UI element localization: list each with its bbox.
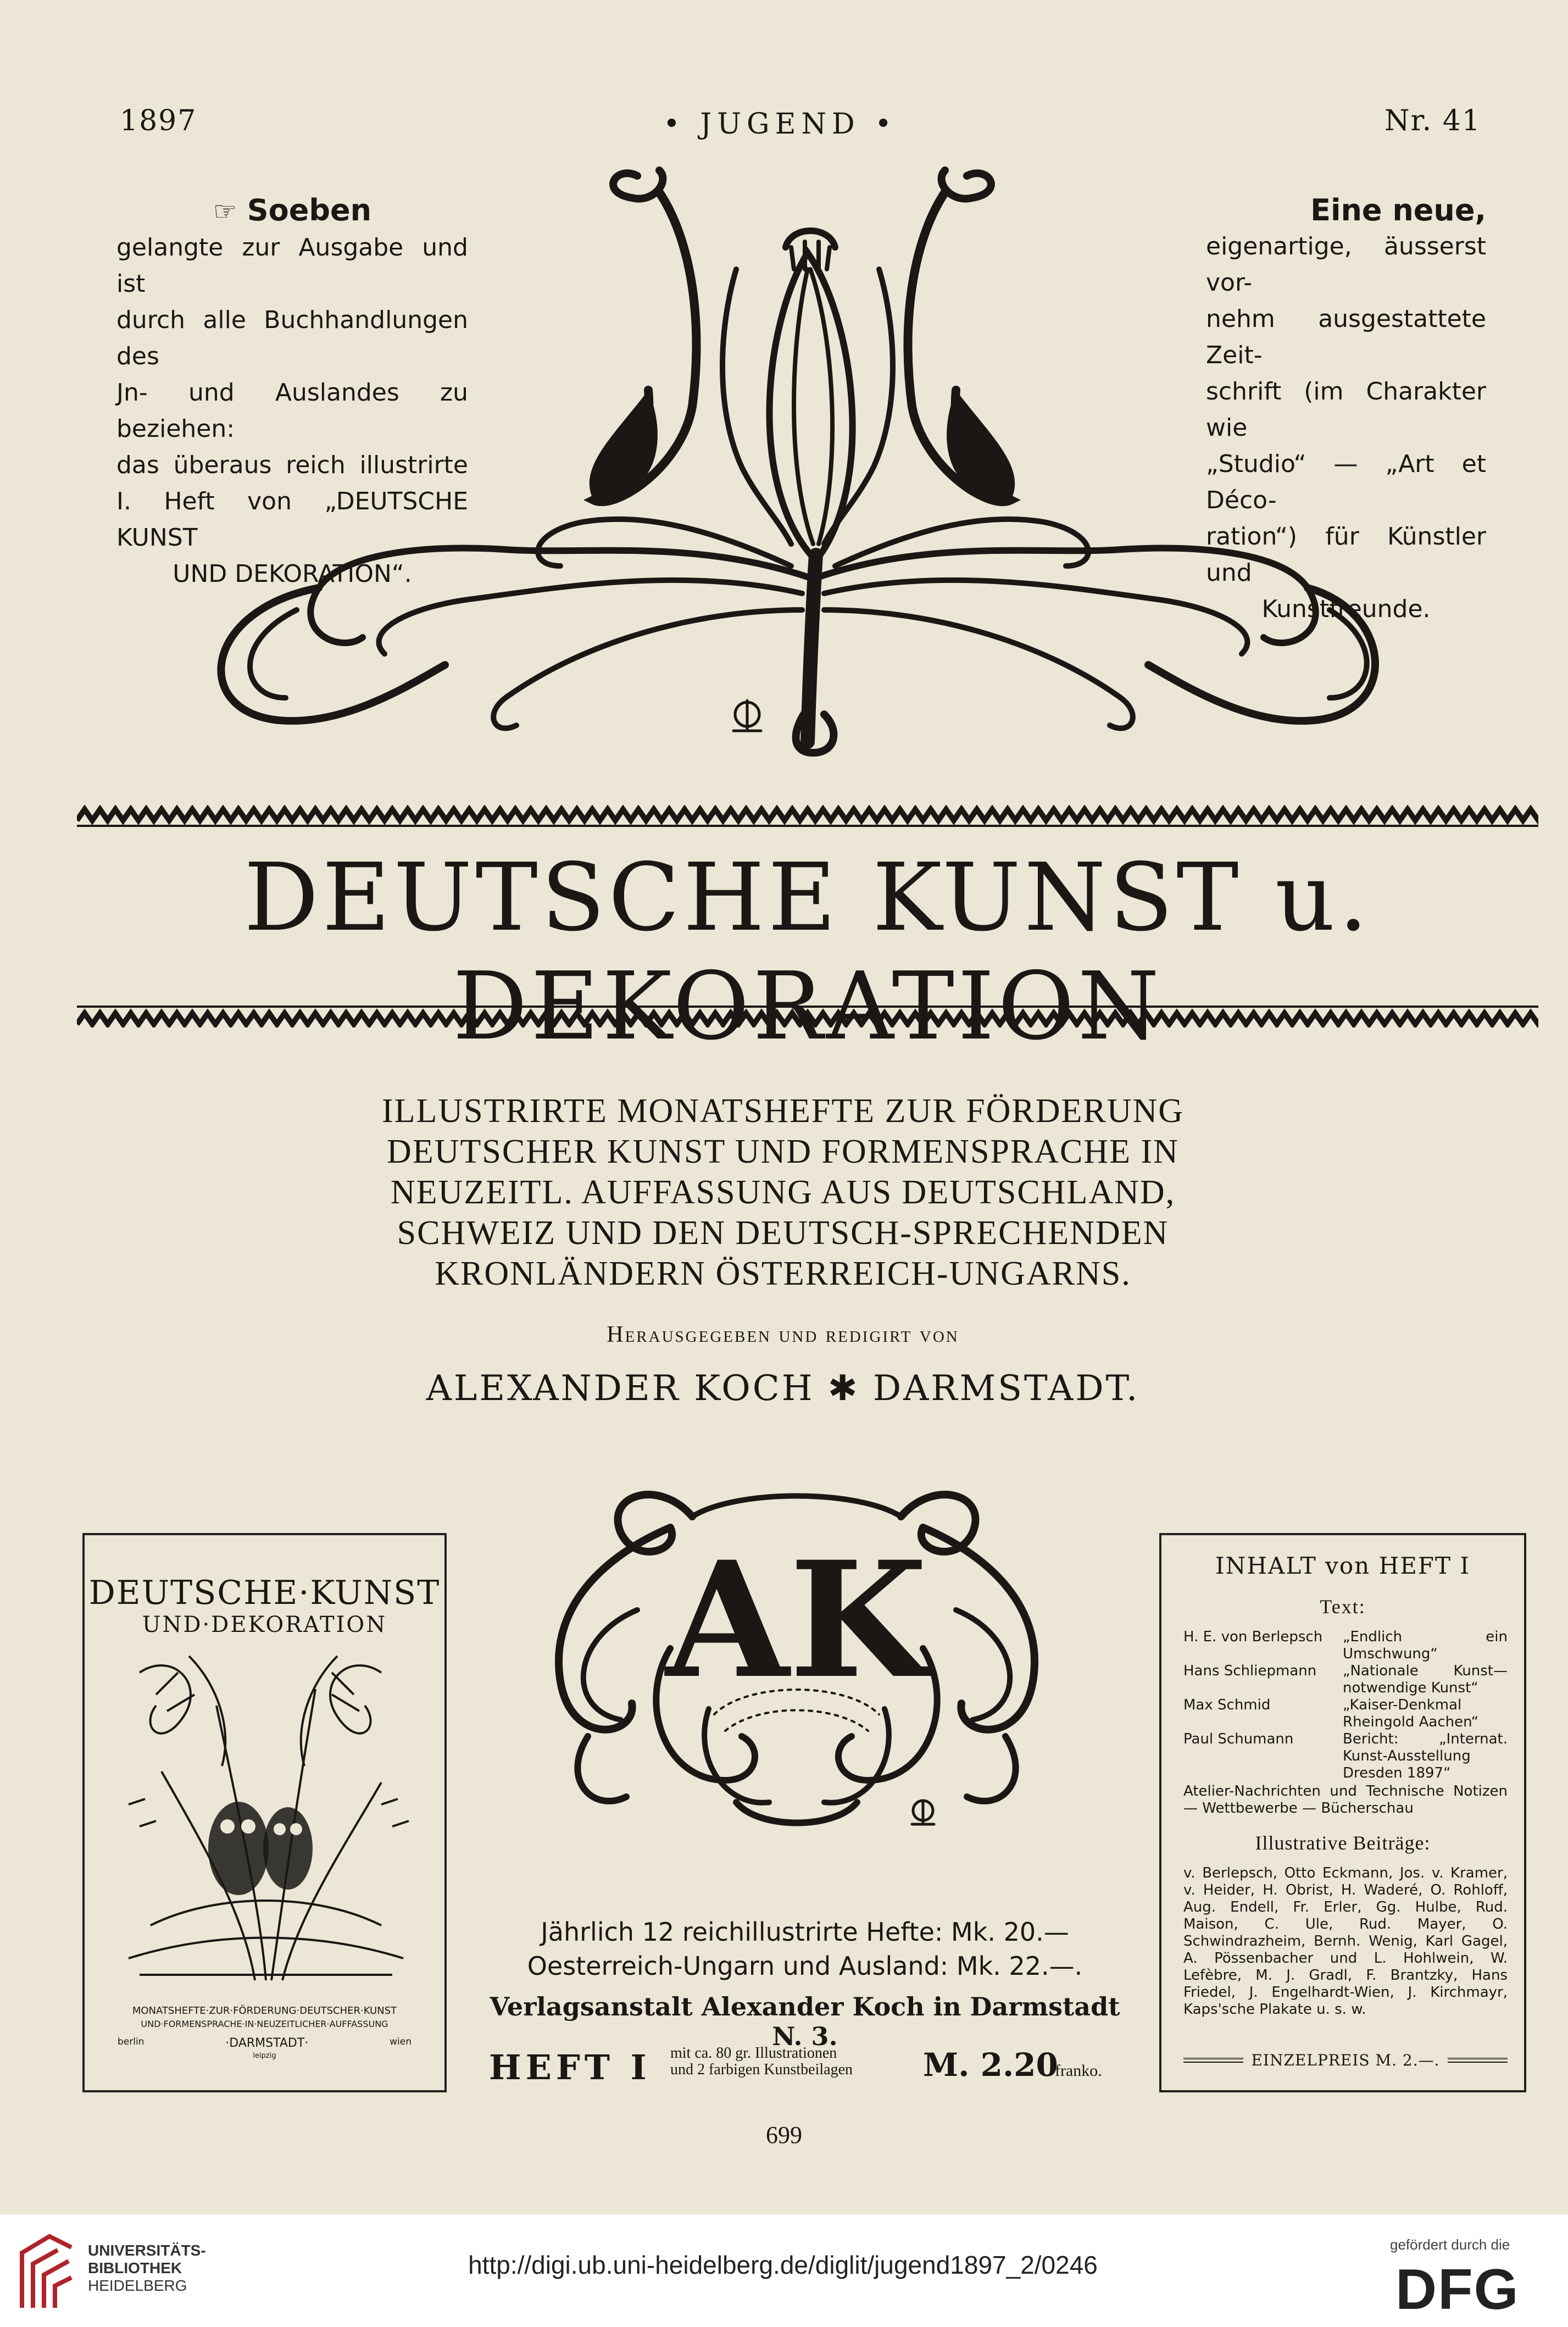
description-line: KRONLÄNDERN ÖSTERREICH-UNGARNS. [435,1255,1131,1292]
heft-price-row [489,2043,1121,2087]
heft-detail: mit ca. 80 gr. Illustrationen und 2 farbigen Kunstbeilagen [670,2045,853,2078]
zigzag-border-bottom [77,1006,1538,1028]
toc-entry: Paul Schumann Bericht: „Internat. Kunst-Ausstellung Dresden 1897“ [1183,1731,1508,1781]
toc-notes: Atelier-Nachrichten und Technische Notizen — Wettbewerbe — Bücherschau [1183,1783,1508,1817]
left-line: Jn- und Auslandes zu beziehen: [116,379,468,443]
permalink-url[interactable]: http://digi.ub.uni-heidelberg.de/diglit/jugend1897_2/0246 [468,2251,1098,2279]
cover-caption-line: UND·FORMENSPRACHE·IN·NEUZEITLICHER·AUFFASSUNG [141,2019,388,2029]
right-line: „Studio“ — „Art et Déco- [1206,450,1486,514]
cover-places [118,2036,412,2050]
price-line-foreign: Oesterreich-Ungarn und Ausland: Mk. 22.—. [527,1951,1083,1981]
right-line: nehm ausgestattete Zeit- [1206,305,1486,369]
editor-label: Herausgegeben und redigirt von [607,1322,959,1347]
editor-name: ALEXANDER KOCH ✱ DARMSTADT. [426,1368,1140,1409]
zigzag-border-top [77,805,1538,827]
description-line: DEUTSCHER KUNST UND FORMENSPRACHE IN [387,1133,1179,1170]
viewer-footer [0,2214,1568,2327]
publisher-line: Verlagsanstalt Alexander Koch in Darmstadt N. 3. [490,1992,1120,2051]
right-line: schrift (im Charakter wie [1206,377,1486,442]
single-price: EINZELPREIS M. 2.—. [1251,2051,1440,2069]
cover-title: DEUTSCHE·KUNST [88,1574,441,1612]
franko-label: franko. [1055,2062,1102,2080]
toc-entry: H. E. von Berlepsch „Endlich ein Umschwung“ [1183,1629,1508,1662]
left-line: das überaus reich illustrirte [116,451,468,479]
header-year: 1897 [120,104,197,137]
heft-label: HEFT I [489,2047,651,2087]
description-line: NEUZEITL. AUFFASSUNG AUS DEUTSCHLAND, [390,1174,1176,1211]
cover-place: ·DARMSTADT· [225,2036,309,2050]
flower-ornament-illustration [198,159,1395,764]
toc-entries [1183,1629,1508,1817]
cover-thumbnail [82,1533,447,2092]
left-announcement-title: ☞ Soeben [213,193,372,227]
cover-caption-line: MONATSHEFTE·ZUR·FÖRDERUNG·DEUTSCHER·KUNST [132,2005,397,2017]
single-price-row [1183,2052,1508,2069]
left-line: durch alle Buchhandlungen des [116,306,468,370]
description-line: SCHWEIZ UND DEN DEUTSCH-SPRECHENDEN [397,1214,1169,1252]
toc-title: INHALT von HEFT I [1215,1552,1470,1579]
cover-place-small: leipzig [253,2052,276,2060]
right-line-last: Kunstfreunde. [1261,595,1431,623]
cover-place: wien [390,2036,412,2047]
toc-text-label: Text: [1320,1596,1366,1618]
dfg-logo: DFG [1395,2258,1520,2322]
owl-tree-illustration [107,1640,422,1991]
toc-entry: Hans Schliepmann „Nationale Kunst— notwendige Kunst“ [1183,1663,1508,1696]
heft-price: M. 2.20 [923,2046,1058,2084]
header-issue: Nr. 41 [1384,104,1481,137]
left-line: gelangte zur Ausgabe und ist [116,234,468,298]
masthead-title: DEUTSCHE KUNST u. DEKORATION [243,843,1372,1061]
subscription-prices [489,1915,1121,1983]
price-line-annual: Jährlich 12 reichillustrirte Hefte: Mk. 20.— [541,1917,1069,1947]
subtitle-description [308,1091,1258,1294]
monogram-letters: AK [665,1527,928,1714]
description-line: ILLUSTRIRTE MONATSHEFTE ZUR FÖRDERUNG [381,1092,1185,1130]
toc-entry: Max Schmid „Kaiser-Denkmal Rheingold Aachen“ [1183,1697,1479,1730]
library-name: UNIVERSITÄTS- BIBLIOTHEK HEIDELBERG [88,2242,206,2294]
cover-place: berlin [118,2036,144,2047]
left-line-last: UND DEKORATION“. [173,560,412,588]
left-line: I. Heft von „DEUTSCHE KUNST [116,487,468,552]
pointing-hand-icon: ☞ [213,196,237,227]
table-of-contents [1159,1533,1526,2092]
ak-monogram-ornament [527,1473,1066,1846]
right-announcement-title: Eine neue, [1310,193,1486,227]
funded-by-label: gefördert durch die [1390,2236,1510,2253]
toc-illus-label: Illustrative Beiträge: [1255,1832,1431,1854]
right-line: ration“) für Künstler und [1206,523,1486,587]
cover-subtitle: UND·DEKORATION [142,1612,387,1637]
header-title: • JUGEND • [663,108,897,141]
page-number: 699 [766,2121,802,2148]
right-line: eigenartige, äusserst vor- [1206,232,1486,297]
toc-illus-list: v. Berlepsch, Otto Eckmann, Jos. v. Kramer, v. Heider, H. Obrist, H. Waderé, O. Rohloff, Aug. Endell, Fr. Erler, Gg. Hulbe, Rud. Maison, C. Ule, Rud. Mayer, O. Schwindrazheim, Bernh. Wenig, Karl Gagel, A. Pössenbacher und L. Hohlwein, W. Lefèbre, M. J. Gradl, F. Brantzky, Hans Friedel, J. Engelhardt-Wien, J. Kirchmayr, Kaps'sche Plakate u. s. w. [1183,1865,1508,2018]
library-logo-icon [16,2231,77,2313]
